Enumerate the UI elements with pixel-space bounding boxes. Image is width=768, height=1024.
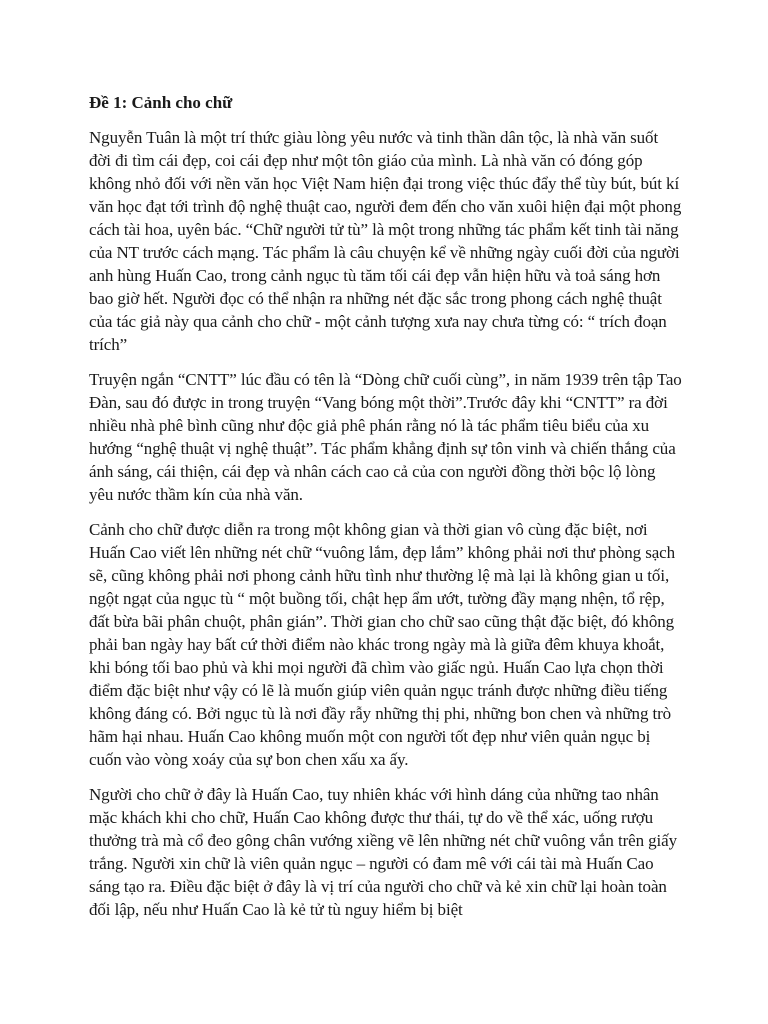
paragraph-3: Cảnh cho chữ được diễn ra trong một không gian và thời gian vô cùng đặc biệt, nơi Huấn Cao viết lên những nét chữ “vuông lắm, đẹp lắm” không phải nơi thư phòng sạch sẽ, cũng không phải nơi phong cảnh hữu tình như thường lệ mà lại là không gian u tối, ngột ngạt của ngục tù “ một buồng tối, chật hẹp ẩm ướt, tường đầy mạng nhện, tổ rệp, đất bừa bãi phân chuột, phân gián”. Thời gian cho chữ sao cũng thật đặc biệt, đó không phải ban ngày hay bất cứ thời điểm nào khác trong ngày mà là giữa đêm khuya khoắt, khi bóng tối bao phủ và khi mọi người đã chìm vào giấc ngủ. Huấn Cao lựa chọn thời điểm đặc biệt như vậy có lẽ là muốn giúp viên quản ngục tránh được những điều tiếng không đáng có. Bởi ngục tù là nơi đầy rẫy những thị phi, những bon chen và những trò hãm hại nhau. Huấn Cao không muốn một con người tốt đẹp như viên quản ngục bị cuốn vào vòng xoáy của sự bon chen xấu xa ấy. — [89, 520, 676, 769]
document-page — [89, 92, 683, 933]
paragraph-1: Nguyễn Tuân là một trí thức giàu lòng yêu nước và tinh thần dân tộc, là nhà văn suốt đời đi tìm cái đẹp, coi cái đẹp như một tôn giáo của mình. Là nhà văn có đóng góp không nhỏ đối với nền văn học Việt Nam hiện đại trong việc thúc đẩy thể tùy bút, bút kí văn học đạt tới trình độ nghệ thuật cao, người đem đến cho văn xuôi hiện đại một phong cách tài hoa, uyên bác. “Chữ người tử tù” là một trong những tác phẩm kết tinh tài năng của NT trước cách mạng. Tác phẩm là câu chuyện kể về những ngày cuối đời của người anh hùng Huấn Cao, trong cảnh ngục tù tăm tối cái đẹp vẫn hiện hữu và toả sáng hơn bao giờ hết. Người đọc có thể nhận ra những nét đặc sắc trong phong cách nghệ thuật của tác giả này qua cảnh cho chữ - một cảnh tượng xưa nay chưa từng có: “ trích đoạn trích” — [89, 128, 682, 354]
document-title: Đề 1: Cảnh cho chữ — [89, 93, 233, 112]
paragraph-4: Người cho chữ ở đây là Huấn Cao, tuy nhiên khác với hình dáng của những tao nhân mặc khách khi cho chữ, Huấn Cao không được thư thái, tự do về thể xác, uống rượu thưởng trà mà cổ đeo gông chân vướng xiềng vẽ lên những nét chữ vuông vắn trên giấy trắng. Người xin chữ là viên quản ngục – người có đam mê với cái tài mà Huấn Cao sáng tạo ra. Điều đặc biệt ở đây là vị trí của người cho chữ và kẻ xin chữ lại hoàn toàn đối lập, nếu như Huấn Cao là kẻ tử tù nguy hiểm bị biệt — [89, 785, 678, 919]
paragraph-2: Truyện ngắn “CNTT” lúc đầu có tên là “Dòng chữ cuối cùng”, in năm 1939 trên tập Tao Đàn, sau đó được in trong truyện “Vang bóng một thời”.Trước đây khi “CNTT” ra đời nhiều nhà phê bình cũng như độc giả phê phán rằng nó là tác phẩm tiêu biểu của xu hướng “nghệ thuật vị nghệ thuật”. Tác phẩm khẳng định sự tôn vinh và chiến thắng của ánh sáng, cái thiện, cái đẹp và nhân cách cao cả của con người đồng thời bộc lộ lòng yêu nước thầm kín của nhà văn. — [89, 370, 682, 504]
